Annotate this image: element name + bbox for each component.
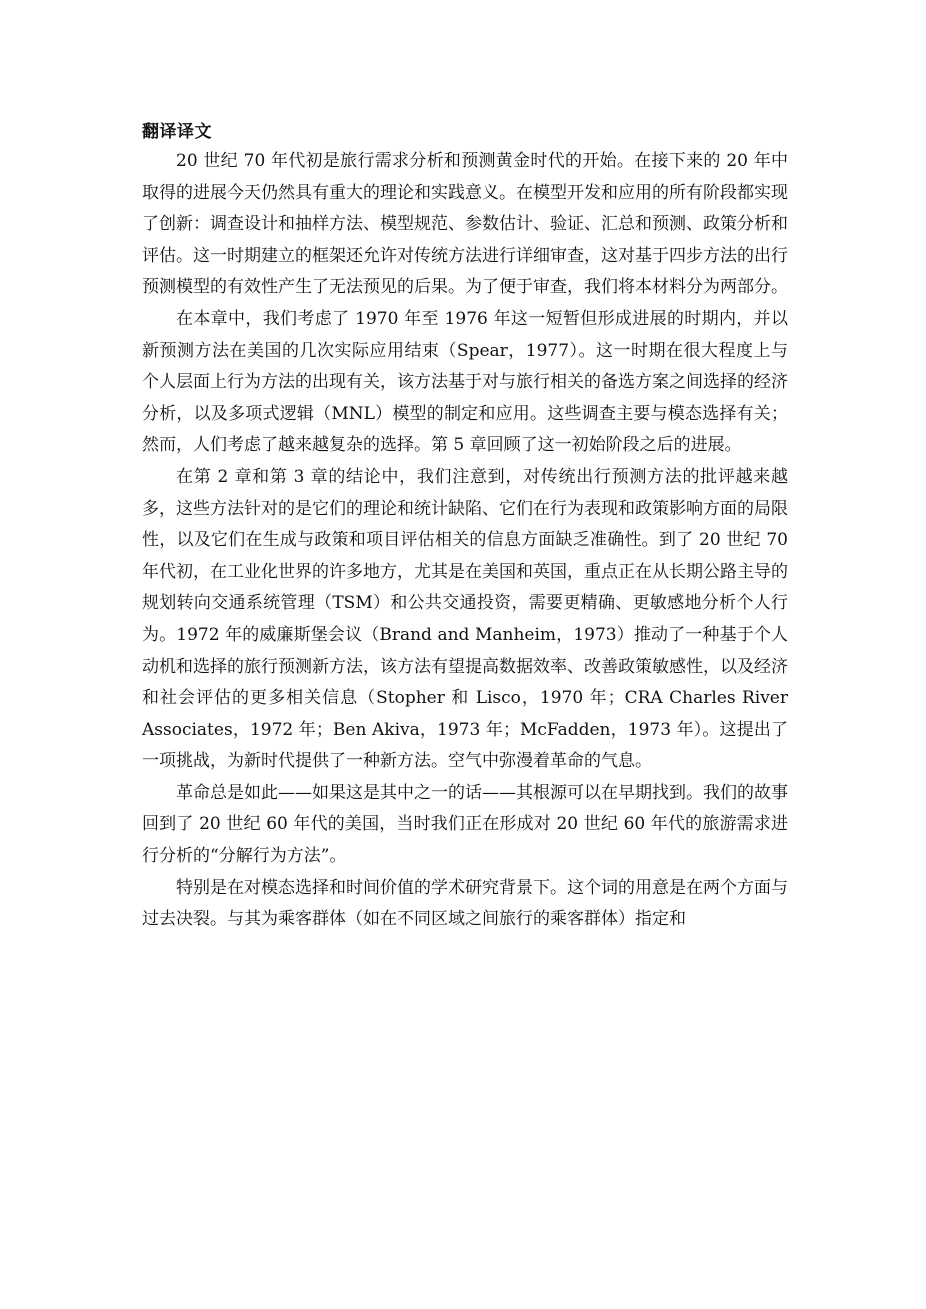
section-heading: 翻译译文 xyxy=(142,122,212,142)
paragraph: 在本章中，我们考虑了 1970 年至 1976 年这一短暂但形成进展的时期内，并以新预测方法在美国的几次实际应用结束（Spear，1977）。这一时期在很大程度上与个人层面上行为方法的出现有关，该方法基于对与旅行相关的备选方案之间选择的经济分析，以及多项式逻辑（MNL）模型的制定和应用。这些调查主要与模态选择有关；然而，人们考虑了越来越复杂的选择。第 5 章回顾了这一初始阶段之后的进展。 xyxy=(142,308,788,456)
paragraph: 革命总是如此——如果这是其中之一的话——其根源可以在早期找到。我们的故事回到了 20 世纪 60 年代的美国，当时我们正在形成对 20 世纪 60 年代的旅游需求进行分析的“分解行为方法”。 xyxy=(142,782,788,867)
document-body xyxy=(142,118,788,936)
paragraph: 在第 2 章和第 3 章的结论中，我们注意到，对传统出行预测方法的批评越来越多，这些方法针对的是它们的理论和统计缺陷、它们在行为表现和政策影响方面的局限性，以及它们在生成与政策和项目评估相关的信息方面缺乏准确性。到了 20 世纪 70 年代初，在工业化世界的许多地方，尤其是在美国和英国，重点正在从长期公路主导的规划转向交通系统管理（TSM）和公共交通投资，需要更精确、更敏感地分析个人行为。1972 年的威廉斯堡会议（Brand and Manheim，1973）推动了一种基于个人动机和选择的旅行预测新方法，该方法有望提高数据效率、改善政策敏感性，以及经济和社会评估的更多相关信息（Stopher 和 Lisco，1970 年；CRA Charles River Associates，1972 年；Ben Akiva，1973 年；McFadden，1973 年）。这提出了一项挑战，为新时代提供了一种新方法。空气中弥漫着革命的气息。 xyxy=(142,466,788,772)
paragraph: 20 世纪 70 年代初是旅行需求分析和预测黄金时代的开始。在接下来的 20 年中取得的进展今天仍然具有重大的理论和实践意义。在模型开发和应用的所有阶段都实现了创新：调查设计和抽样方法、模型规范、参数估计、验证、汇总和预测、政策分析和评估。这一时期建立的框架还允许对传统方法进行详细审查，这对基于四步方法的出行预测模型的有效性产生了无法预见的后果。为了便于审查，我们将本材料分为两部分。 xyxy=(142,151,788,298)
paragraph: 特别是在对模态选择和时间价值的学术研究背景下。这个词的用意是在两个方面与过去决裂。与其为乘客群体（如在不同区域之间旅行的乘客群体）指定和 xyxy=(142,877,788,930)
